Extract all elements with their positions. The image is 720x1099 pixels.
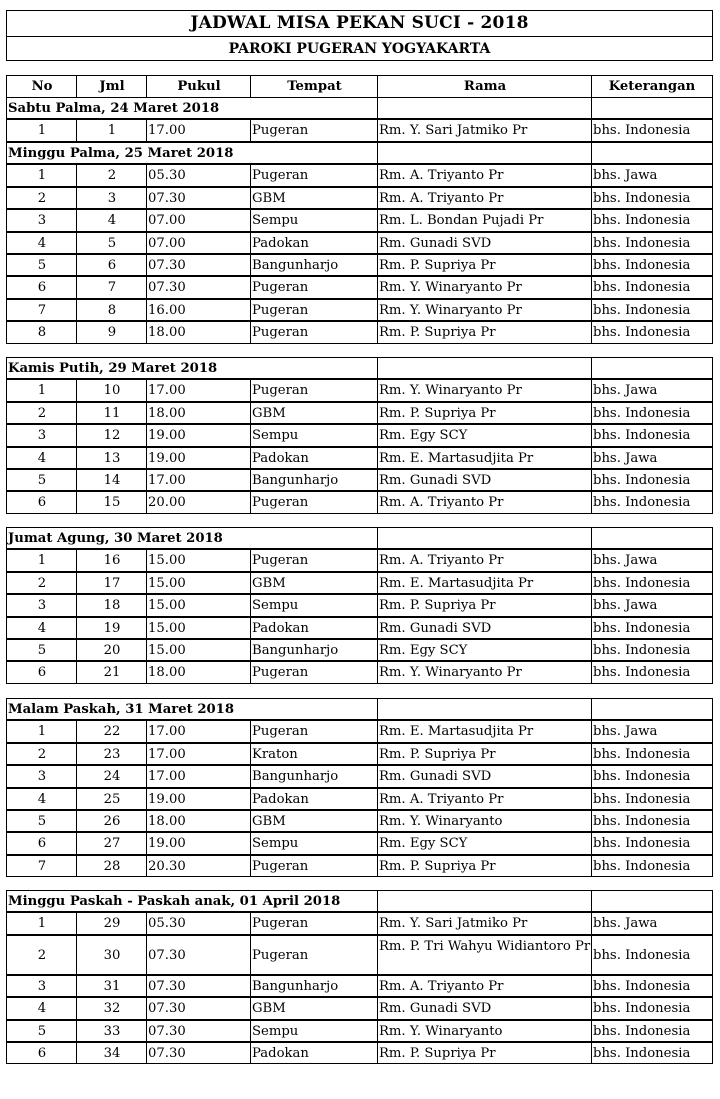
cell-pukul: 18.00 <box>146 402 251 424</box>
cell-rama: Rm. Gunadi SVD <box>377 617 592 639</box>
cell-keterangan: bhs. Jawa <box>591 549 713 571</box>
table-row <box>6 447 713 469</box>
cell-no: 1 <box>6 549 77 571</box>
cell-tempat: Padokan <box>250 788 378 810</box>
cell-keterangan: bhs. Indonesia <box>591 402 713 424</box>
table-row <box>6 469 713 491</box>
cell-pukul: 16.00 <box>146 299 251 321</box>
cell-pukul: 15.00 <box>146 594 251 616</box>
cell-jml: 34 <box>76 1042 147 1064</box>
cell-tempat: Padokan <box>250 1042 378 1064</box>
cell-keterangan: bhs. Indonesia <box>591 661 713 683</box>
cell-pukul: 07.30 <box>146 997 251 1019</box>
cell-no: 6 <box>6 491 77 513</box>
cell-keterangan: bhs. Indonesia <box>591 935 713 975</box>
cell-rama: Rm. Y. Winaryanto Pr <box>377 661 592 683</box>
cell-no: 1 <box>6 164 77 186</box>
cell-no: 6 <box>6 832 77 854</box>
cell-tempat: Pugeran <box>250 720 378 742</box>
cell-rama: Rm. A. Triyanto Pr <box>377 975 592 997</box>
table-row <box>6 1020 713 1042</box>
cell-tempat: Bangunharjo <box>250 469 378 491</box>
cell-pukul: 18.00 <box>146 661 251 683</box>
cell-tempat: Sempu <box>250 594 378 616</box>
document-title: JADWAL MISA PEKAN SUCI - 2018 <box>7 11 712 37</box>
cell-keterangan: bhs. Jawa <box>591 164 713 186</box>
table-row <box>6 379 713 401</box>
cell-rama: Rm. A. Triyanto Pr <box>377 491 592 513</box>
table-row <box>6 935 713 975</box>
cell-pukul: 07.30 <box>146 1020 251 1042</box>
cell-no: 1 <box>6 379 77 401</box>
table-row <box>6 402 713 424</box>
cell-rama: Rm. Y. Winaryanto <box>377 810 592 832</box>
cell-jml: 28 <box>76 855 147 877</box>
table-row <box>6 491 713 513</box>
cell-keterangan: bhs. Indonesia <box>591 855 713 877</box>
cell-no: 5 <box>6 639 77 661</box>
cell-no: 1 <box>6 720 77 742</box>
section-row <box>6 890 713 912</box>
cell-jml: 14 <box>76 469 147 491</box>
cell-rama: Rm. A. Triyanto Pr <box>377 788 592 810</box>
cell-no: 2 <box>6 743 77 765</box>
header-keterangan: Keterangan <box>591 75 713 98</box>
cell-tempat: Bangunharjo <box>250 639 378 661</box>
cell-no: 4 <box>6 788 77 810</box>
cell-pukul: 19.00 <box>146 424 251 446</box>
cell-tempat: Pugeran <box>250 321 378 343</box>
cell-tempat: Pugeran <box>250 855 378 877</box>
cell-jml: 10 <box>76 379 147 401</box>
table-row <box>6 788 713 810</box>
cell-tempat: GBM <box>250 997 378 1019</box>
cell-pukul: 19.00 <box>146 447 251 469</box>
section-row <box>6 142 713 164</box>
table-row <box>6 639 713 661</box>
cell-keterangan: bhs. Indonesia <box>591 424 713 446</box>
cell-tempat: GBM <box>250 402 378 424</box>
table-row <box>6 594 713 616</box>
cell-no: 7 <box>6 855 77 877</box>
section-label: Minggu Paskah - Paskah anak, 01 April 2018 <box>6 890 378 912</box>
cell-tempat: Pugeran <box>250 935 378 975</box>
cell-jml: 22 <box>76 720 147 742</box>
cell-rama: Rm. Y. Sari Jatmiko Pr <box>377 119 592 141</box>
table-row <box>6 617 713 639</box>
cell-jml: 17 <box>76 572 147 594</box>
cell-jml: 18 <box>76 594 147 616</box>
table-row <box>6 276 713 298</box>
cell-no: 3 <box>6 209 77 231</box>
table-row <box>6 254 713 276</box>
cell-tempat: Bangunharjo <box>250 254 378 276</box>
cell-jml: 6 <box>76 254 147 276</box>
table-row <box>6 832 713 854</box>
cell-rama: Rm. Gunadi SVD <box>377 997 592 1019</box>
table-row <box>6 912 713 934</box>
cell-rama: Rm. Y. Winaryanto Pr <box>377 276 592 298</box>
section-empty-rama <box>377 357 592 379</box>
cell-jml: 5 <box>76 232 147 254</box>
cell-pukul: 15.00 <box>146 572 251 594</box>
cell-jml: 20 <box>76 639 147 661</box>
cell-keterangan: bhs. Indonesia <box>591 997 713 1019</box>
cell-pukul: 05.30 <box>146 912 251 934</box>
header-rama: Rama <box>377 75 592 98</box>
table-row <box>6 810 713 832</box>
cell-tempat: Pugeran <box>250 912 378 934</box>
cell-keterangan: bhs. Indonesia <box>591 572 713 594</box>
section-empty-keterangan <box>591 890 713 912</box>
section-empty-keterangan <box>591 142 713 164</box>
cell-keterangan: bhs. Indonesia <box>591 832 713 854</box>
cell-pukul: 15.00 <box>146 549 251 571</box>
cell-jml: 26 <box>76 810 147 832</box>
section-label: Minggu Palma, 25 Maret 2018 <box>6 142 378 164</box>
cell-pukul: 07.30 <box>146 1042 251 1064</box>
section-empty-rama <box>377 97 592 119</box>
section-label: Malam Paskah, 31 Maret 2018 <box>6 698 378 720</box>
cell-rama: Rm. A. Triyanto Pr <box>377 187 592 209</box>
cell-keterangan: bhs. Indonesia <box>591 491 713 513</box>
cell-rama: Rm. P. Tri Wahyu Widiantoro Pr <box>377 935 592 975</box>
cell-pukul: 07.30 <box>146 276 251 298</box>
document-subtitle: PAROKI PUGERAN YOGYAKARTA <box>228 41 491 57</box>
cell-rama: Rm. Gunadi SVD <box>377 469 592 491</box>
cell-tempat: Pugeran <box>250 119 378 141</box>
cell-jml: 12 <box>76 424 147 446</box>
section-row <box>6 357 713 379</box>
cell-tempat: Sempu <box>250 209 378 231</box>
cell-keterangan: bhs. Indonesia <box>591 765 713 787</box>
cell-jml: 24 <box>76 765 147 787</box>
cell-pukul: 20.30 <box>146 855 251 877</box>
cell-rama: Rm. E. Martasudjita Pr <box>377 447 592 469</box>
cell-rama: Rm. P. Supriya Pr <box>377 321 592 343</box>
cell-rama: Rm. P. Supriya Pr <box>377 594 592 616</box>
cell-rama: Rm. P. Supriya Pr <box>377 855 592 877</box>
cell-pukul: 15.00 <box>146 639 251 661</box>
cell-tempat: Pugeran <box>250 164 378 186</box>
cell-jml: 8 <box>76 299 147 321</box>
cell-jml: 11 <box>76 402 147 424</box>
header-row <box>6 75 713 98</box>
cell-pukul: 15.00 <box>146 617 251 639</box>
header-no: No <box>6 75 77 98</box>
section-label: Jumat Agung, 30 Maret 2018 <box>6 527 378 549</box>
cell-pukul: 07.30 <box>146 254 251 276</box>
cell-no: 2 <box>6 935 77 975</box>
cell-pukul: 17.00 <box>146 379 251 401</box>
table-row <box>6 424 713 446</box>
cell-pukul: 19.00 <box>146 832 251 854</box>
table-row <box>6 549 713 571</box>
cell-pukul: 17.00 <box>146 743 251 765</box>
cell-jml: 32 <box>76 997 147 1019</box>
cell-no: 5 <box>6 469 77 491</box>
cell-rama: Rm. Gunadi SVD <box>377 232 592 254</box>
table-row <box>6 321 713 343</box>
cell-jml: 4 <box>76 209 147 231</box>
cell-no: 2 <box>6 402 77 424</box>
cell-rama: Rm. A. Triyanto Pr <box>377 549 592 571</box>
cell-jml: 9 <box>76 321 147 343</box>
cell-keterangan: bhs. Indonesia <box>591 1042 713 1064</box>
section-empty-rama <box>377 890 592 912</box>
cell-jml: 1 <box>76 119 147 141</box>
cell-tempat: Pugeran <box>250 299 378 321</box>
cell-jml: 31 <box>76 975 147 997</box>
cell-jml: 29 <box>76 912 147 934</box>
cell-pukul: 07.30 <box>146 187 251 209</box>
cell-pukul: 20.00 <box>146 491 251 513</box>
cell-jml: 19 <box>76 617 147 639</box>
cell-keterangan: bhs. Indonesia <box>591 810 713 832</box>
cell-rama: Rm. Gunadi SVD <box>377 765 592 787</box>
section-empty-keterangan <box>591 698 713 720</box>
table-row <box>6 209 713 231</box>
section-row <box>6 527 713 549</box>
cell-no: 5 <box>6 810 77 832</box>
cell-keterangan: bhs. Indonesia <box>591 209 713 231</box>
table-row <box>6 720 713 742</box>
cell-keterangan: bhs. Indonesia <box>591 321 713 343</box>
cell-pukul: 17.00 <box>146 720 251 742</box>
cell-no: 6 <box>6 276 77 298</box>
cell-tempat: Pugeran <box>250 661 378 683</box>
table-row <box>6 743 713 765</box>
cell-keterangan: bhs. Jawa <box>591 594 713 616</box>
cell-rama: Rm. Y. Winaryanto Pr <box>377 299 592 321</box>
cell-tempat: GBM <box>250 572 378 594</box>
cell-tempat: GBM <box>250 187 378 209</box>
cell-rama: Rm. Egy SCY <box>377 832 592 854</box>
cell-tempat: Sempu <box>250 832 378 854</box>
cell-pukul: 17.00 <box>146 765 251 787</box>
cell-pukul: 19.00 <box>146 788 251 810</box>
cell-no: 1 <box>6 119 77 141</box>
cell-rama: Rm. P. Supriya Pr <box>377 1042 592 1064</box>
cell-pukul: 18.00 <box>146 810 251 832</box>
cell-keterangan: bhs. Indonesia <box>591 1020 713 1042</box>
cell-rama: Rm. P. Supriya Pr <box>377 743 592 765</box>
cell-no: 8 <box>6 321 77 343</box>
cell-keterangan: bhs. Indonesia <box>591 187 713 209</box>
cell-keterangan: bhs. Indonesia <box>591 469 713 491</box>
cell-tempat: Kraton <box>250 743 378 765</box>
cell-no: 2 <box>6 187 77 209</box>
cell-no: 3 <box>6 765 77 787</box>
cell-rama: Rm. Egy SCY <box>377 424 592 446</box>
cell-pukul: 07.00 <box>146 209 251 231</box>
section-label: Sabtu Palma, 24 Maret 2018 <box>6 97 378 119</box>
cell-tempat: Sempu <box>250 1020 378 1042</box>
table-row <box>6 1042 713 1064</box>
header-tempat: Tempat <box>250 75 378 98</box>
cell-pukul: 07.30 <box>146 935 251 975</box>
section-label: Kamis Putih, 29 Maret 2018 <box>6 357 378 379</box>
cell-keterangan: bhs. Indonesia <box>591 788 713 810</box>
header-jml: Jml <box>76 75 147 98</box>
cell-jml: 16 <box>76 549 147 571</box>
cell-keterangan: bhs. Indonesia <box>591 975 713 997</box>
cell-keterangan: bhs. Indonesia <box>591 232 713 254</box>
cell-jml: 13 <box>76 447 147 469</box>
table-row <box>6 164 713 186</box>
cell-rama: Rm. Y. Winaryanto Pr <box>377 379 592 401</box>
cell-rama: Rm. A. Triyanto Pr <box>377 164 592 186</box>
cell-pukul: 17.00 <box>146 469 251 491</box>
cell-jml: 21 <box>76 661 147 683</box>
cell-no: 5 <box>6 1020 77 1042</box>
cell-keterangan: bhs. Jawa <box>591 379 713 401</box>
section-empty-rama <box>377 142 592 164</box>
section-empty-keterangan <box>591 97 713 119</box>
cell-jml: 33 <box>76 1020 147 1042</box>
cell-no: 6 <box>6 661 77 683</box>
cell-tempat: Pugeran <box>250 276 378 298</box>
cell-rama: Rm. P. Supriya Pr <box>377 254 592 276</box>
cell-keterangan: bhs. Indonesia <box>591 743 713 765</box>
cell-jml: 27 <box>76 832 147 854</box>
table-row <box>6 855 713 877</box>
cell-no: 3 <box>6 975 77 997</box>
cell-rama: Rm. Egy SCY <box>377 639 592 661</box>
header-pukul: Pukul <box>146 75 251 98</box>
cell-keterangan: bhs. Jawa <box>591 720 713 742</box>
cell-rama: Rm. Y. Sari Jatmiko Pr <box>377 912 592 934</box>
cell-no: 5 <box>6 254 77 276</box>
cell-tempat: Bangunharjo <box>250 765 378 787</box>
cell-jml: 2 <box>76 164 147 186</box>
cell-tempat: Pugeran <box>250 491 378 513</box>
table-row <box>6 572 713 594</box>
table-row <box>6 119 713 141</box>
cell-pukul: 18.00 <box>146 321 251 343</box>
cell-keterangan: bhs. Indonesia <box>591 276 713 298</box>
cell-keterangan: bhs. Jawa <box>591 912 713 934</box>
cell-jml: 3 <box>76 187 147 209</box>
cell-jml: 30 <box>76 935 147 975</box>
cell-no: 4 <box>6 997 77 1019</box>
table-row <box>6 187 713 209</box>
cell-no: 1 <box>6 912 77 934</box>
cell-tempat: Sempu <box>250 424 378 446</box>
section-empty-keterangan <box>591 357 713 379</box>
cell-pukul: 17.00 <box>146 119 251 141</box>
cell-no: 4 <box>6 447 77 469</box>
section-empty-rama <box>377 527 592 549</box>
cell-rama: Rm. P. Supriya Pr <box>377 402 592 424</box>
cell-no: 3 <box>6 594 77 616</box>
table-row <box>6 661 713 683</box>
cell-keterangan: bhs. Indonesia <box>591 617 713 639</box>
section-empty-keterangan <box>591 527 713 549</box>
cell-tempat: Bangunharjo <box>250 975 378 997</box>
cell-keterangan: bhs. Indonesia <box>591 119 713 141</box>
cell-tempat: Padokan <box>250 617 378 639</box>
cell-no: 3 <box>6 424 77 446</box>
cell-tempat: Pugeran <box>250 379 378 401</box>
cell-rama: Rm. Y. Winaryanto <box>377 1020 592 1042</box>
cell-keterangan: bhs. Indonesia <box>591 639 713 661</box>
cell-no: 6 <box>6 1042 77 1064</box>
section-empty-rama <box>377 698 592 720</box>
cell-tempat: Padokan <box>250 447 378 469</box>
cell-rama: Rm. E. Martasudjita Pr <box>377 720 592 742</box>
table-row <box>6 975 713 997</box>
table-row <box>6 299 713 321</box>
table-row <box>6 997 713 1019</box>
cell-tempat: GBM <box>250 810 378 832</box>
cell-rama: Rm. E. Martasudjita Pr <box>377 572 592 594</box>
cell-pukul: 07.30 <box>146 975 251 997</box>
cell-pukul: 07.00 <box>146 232 251 254</box>
cell-jml: 7 <box>76 276 147 298</box>
cell-tempat: Padokan <box>250 232 378 254</box>
cell-tempat: Pugeran <box>250 549 378 571</box>
section-row <box>6 698 713 720</box>
cell-jml: 25 <box>76 788 147 810</box>
cell-jml: 23 <box>76 743 147 765</box>
cell-no: 2 <box>6 572 77 594</box>
cell-no: 4 <box>6 232 77 254</box>
cell-pukul: 05.30 <box>146 164 251 186</box>
cell-keterangan: bhs. Jawa <box>591 447 713 469</box>
section-row <box>6 97 713 119</box>
cell-no: 4 <box>6 617 77 639</box>
cell-rama: Rm. L. Bondan Pujadi Pr <box>377 209 592 231</box>
table-row <box>6 232 713 254</box>
table-row <box>6 765 713 787</box>
cell-no: 7 <box>6 299 77 321</box>
cell-keterangan: bhs. Indonesia <box>591 299 713 321</box>
cell-jml: 15 <box>76 491 147 513</box>
cell-keterangan: bhs. Indonesia <box>591 254 713 276</box>
